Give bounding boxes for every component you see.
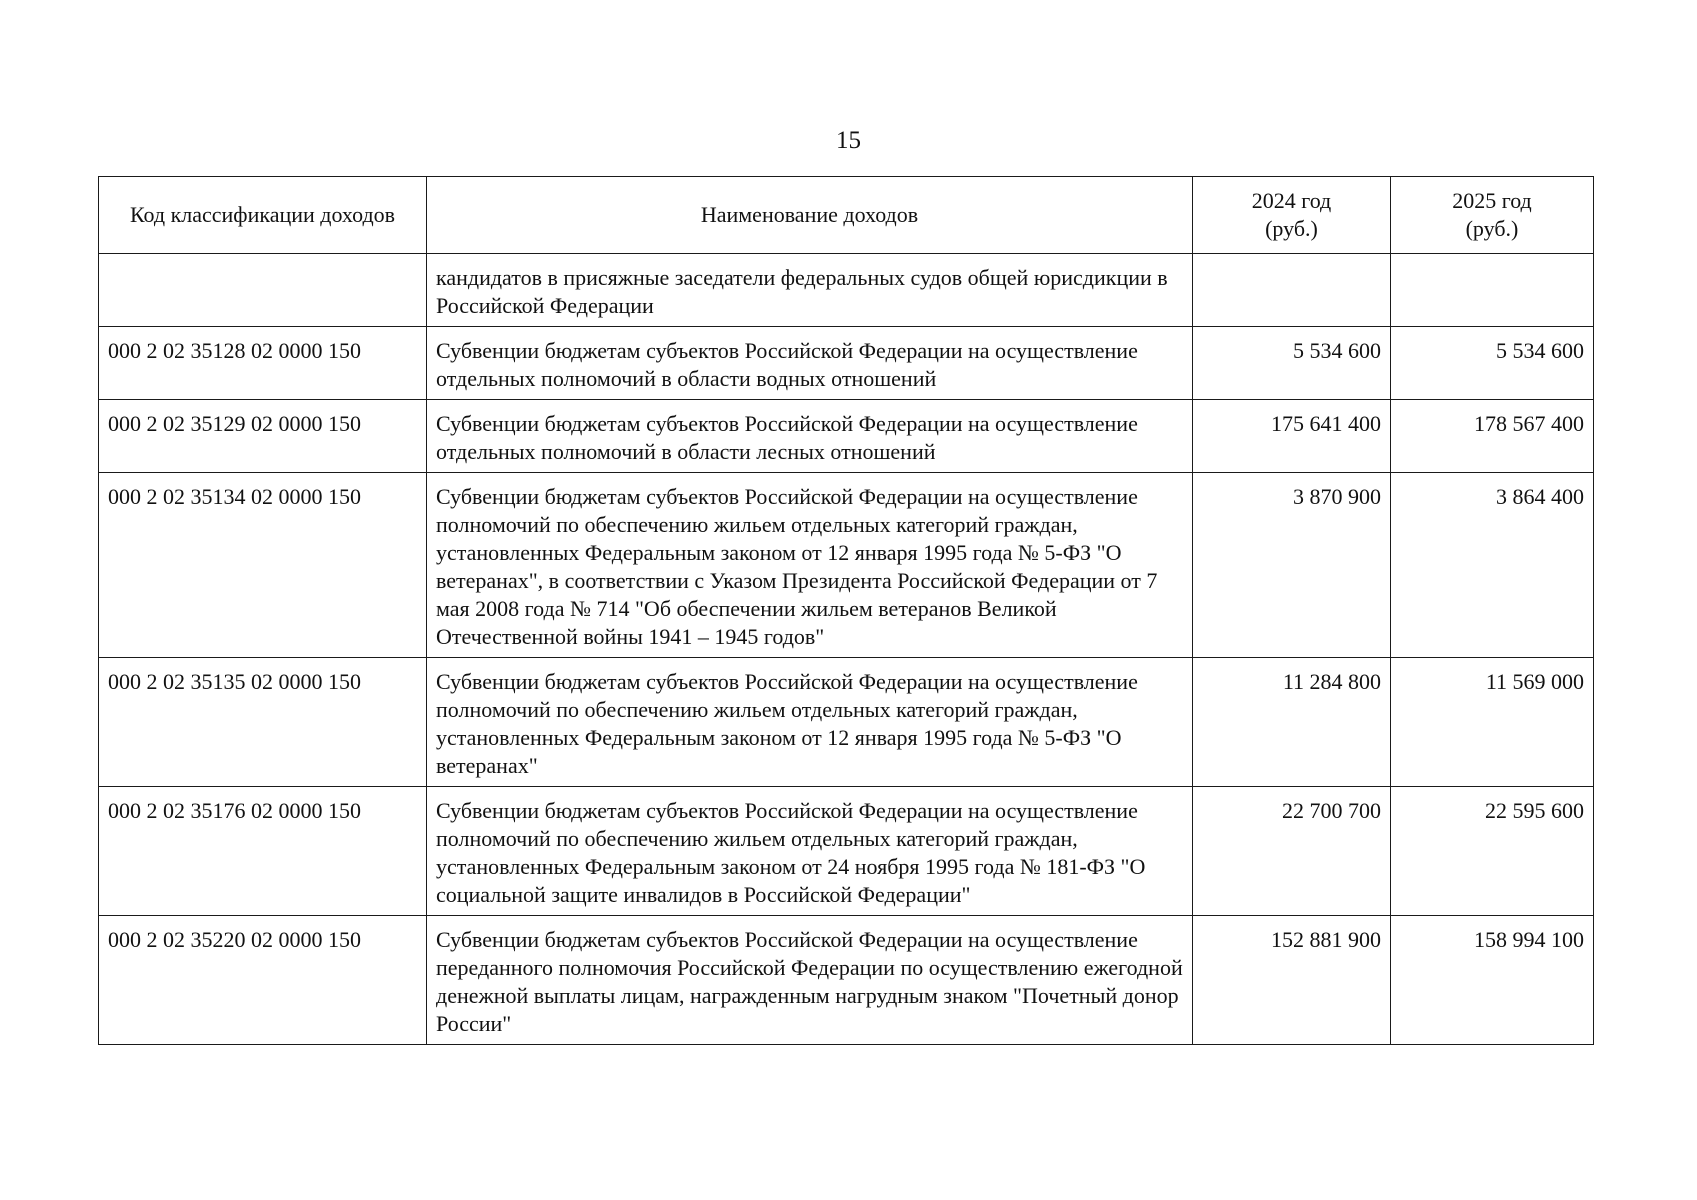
row-amount-2025: 3 864 400 (1391, 473, 1594, 658)
row-code: 000 2 02 35176 02 0000 150 (99, 787, 427, 916)
row-name: Субвенции бюджетам субъектов Российской Федерации на осуществление полномочий по обеспечению жильем отдельных категорий граждан, установленных Федеральным законом от 12 января 1995 года № 5-ФЗ "О ветеранах", в соответствии с Указом Президента Российской Федерации от 7 мая 2008 года № 714 "Об обеспечении жильем ветеранов Великой Отечественной войны 1941 – 1945 годов" (427, 473, 1193, 658)
row-code: 000 2 02 35135 02 0000 150 (99, 658, 427, 787)
row-code: 000 2 02 35128 02 0000 150 (99, 327, 427, 400)
row-amount-2024: 152 881 900 (1193, 916, 1391, 1045)
row-name: Субвенции бюджетам субъектов Российской Федерации на осуществление отдельных полномочий в области лесных отношений (427, 400, 1193, 473)
table-row (99, 787, 1594, 916)
header-2025-year: 2025 год (1452, 188, 1532, 213)
row-amount-2024: 5 534 600 (1193, 327, 1391, 400)
row-code (99, 254, 427, 327)
row-code: 000 2 02 35220 02 0000 150 (99, 916, 427, 1045)
table-row (99, 254, 1594, 327)
table-row (99, 658, 1594, 787)
row-amount-2025: 5 534 600 (1391, 327, 1594, 400)
table-header-row (99, 177, 1594, 254)
row-name: кандидатов в присяжные заседатели федеральных судов общей юрисдикции в Российской Федерации (427, 254, 1193, 327)
header-2025 (1391, 177, 1594, 254)
row-amount-2024 (1193, 254, 1391, 327)
page-number: 15 (836, 127, 861, 154)
row-amount-2024: 3 870 900 (1193, 473, 1391, 658)
header-name: Наименование доходов (427, 177, 1193, 254)
row-name: Субвенции бюджетам субъектов Российской Федерации на осуществление полномочий по обеспечению жильем отдельных категорий граждан, установленных Федеральным законом от 12 января 1995 года № 5-ФЗ "О ветеранах" (427, 658, 1193, 787)
header-2024-unit: (руб.) (1265, 216, 1318, 241)
table-row (99, 327, 1594, 400)
header-2025-unit: (руб.) (1465, 216, 1519, 241)
row-amount-2024: 22 700 700 (1193, 787, 1391, 916)
row-amount-2025: 11 569 000 (1391, 658, 1594, 787)
row-amount-2024: 11 284 800 (1193, 658, 1391, 787)
table-row (99, 473, 1594, 658)
header-code: Код классификации доходов (99, 177, 427, 254)
revenue-table (98, 176, 1594, 1045)
row-amount-2024: 175 641 400 (1193, 400, 1391, 473)
row-amount-2025: 178 567 400 (1391, 400, 1594, 473)
row-name: Субвенции бюджетам субъектов Российской Федерации на осуществление переданного полномочия Российской Федерации по осуществлению ежегодной денежной выплаты лицам, награжденным нагрудным знаком "Почетный донор России" (427, 916, 1193, 1045)
row-code: 000 2 02 35129 02 0000 150 (99, 400, 427, 473)
row-code: 000 2 02 35134 02 0000 150 (99, 473, 427, 658)
row-amount-2025: 158 994 100 (1391, 916, 1594, 1045)
table-row (99, 916, 1594, 1045)
table-row (99, 400, 1594, 473)
row-amount-2025: 22 595 600 (1391, 787, 1594, 916)
header-2024 (1193, 177, 1391, 254)
row-name: Субвенции бюджетам субъектов Российской Федерации на осуществление отдельных полномочий в области водных отношений (427, 327, 1193, 400)
header-2024-year: 2024 год (1251, 188, 1332, 213)
row-name: Субвенции бюджетам субъектов Российской Федерации на осуществление полномочий по обеспечению жильем отдельных категорий граждан, установленных Федеральным законом от 24 ноября 1995 года № 181-ФЗ "О социальной защите инвалидов в Российской Федерации" (427, 787, 1193, 916)
row-amount-2025 (1391, 254, 1594, 327)
